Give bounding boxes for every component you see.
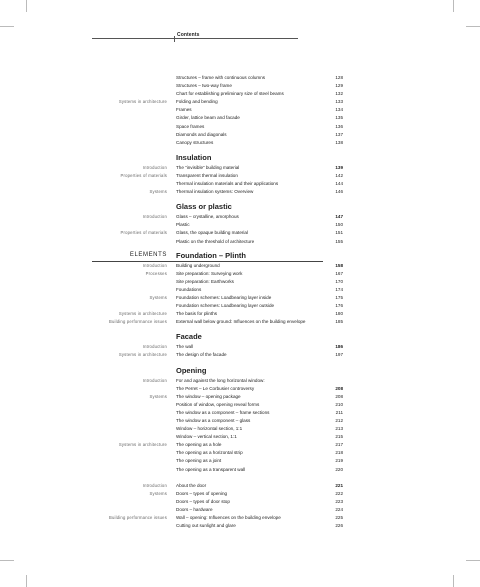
entry-title: Cutting out sunlight and glare [176,523,236,529]
entry-page-number: 211 [335,409,343,415]
entry-title: The window as a component – frame sections [176,409,270,415]
entry-title: Doors – types of door stop [176,498,230,504]
toc-entry[interactable] [0,467,480,475]
toc-entry[interactable] [0,279,480,287]
entry-title: Doors – types of opening [176,490,228,496]
entry-category: Introduction [142,214,167,220]
entry-page-number: 210 [335,401,343,407]
entry-title: About the door [176,482,207,488]
entry-page-number: 186 [335,344,343,350]
entry-title: Glass – crystalline, amorphous [176,214,239,220]
entry-title: Site preparation: Surveying work [176,270,243,276]
crop-mark [26,575,27,587]
entry-title: Folding and bending [176,99,218,105]
crop-mark [26,0,27,12]
entry-title: Frames [176,107,192,113]
entry-page-number: 129 [335,83,343,89]
toc-entry[interactable] [0,491,480,499]
entry-title: The “invisible” building material [176,164,240,170]
section-title-row [0,153,480,165]
entry-category: Introduction [142,482,167,488]
toc-entry[interactable] [0,386,480,394]
entry-category: Processes [145,270,167,276]
entry-page-number: 136 [335,123,343,129]
entry-category: Introduction [142,262,167,268]
entry-category: Systems [149,189,167,195]
crop-mark [453,575,454,587]
section-title-row [0,366,480,378]
entry-title: External wall below ground: Influences on the building envelope [176,319,306,325]
entry-category: Systems in architecture [118,99,167,105]
section-title-row [0,332,480,344]
toc-entry[interactable] [0,189,480,197]
entry-page-number: 174 [335,286,343,292]
entry-title: Girder, lattice beam and facade [176,115,240,121]
toc-entry[interactable] [0,91,480,99]
entry-category: Systems in architecture [118,352,167,358]
toc-section [0,75,480,148]
toc-entry[interactable] [0,99,480,107]
crop-mark [0,26,14,27]
header-tick [174,36,175,42]
entry-page-number: 208 [335,385,343,391]
entry-title: Transparent thermal insulation [176,172,238,178]
toc-entry[interactable] [0,132,480,140]
toc-entry[interactable] [0,263,480,271]
entry-category: Systems [149,490,167,496]
section-title-row [0,251,480,263]
toc-entry[interactable] [0,434,480,442]
entry-page-number: 212 [335,418,343,423]
entry-page-number: 197 [335,352,343,358]
entry-title: Foundations [176,286,202,292]
entry-title: Structures – two-way frame [176,83,232,89]
entry-title: The window as a component – glass [176,418,251,423]
toc-entry[interactable] [0,287,480,295]
entry-page-number: 135 [335,115,343,121]
section-title: Foundation – Plinth [176,250,246,260]
toc-entry[interactable] [0,418,480,426]
entry-category: Introduction [142,344,167,350]
entry-page-number: 139 [335,164,343,170]
toc-entry[interactable] [0,402,480,410]
section-title: Insulation [176,152,212,162]
entry-page-number: 218 [335,450,343,456]
entry-page-number: 225 [335,515,343,521]
section-title: Facade [176,332,202,342]
entry-category: Systems [149,393,167,399]
entry-title: The opening as a horizontal strip [176,450,243,456]
toc-entry[interactable] [0,515,480,523]
section-title: Glass or plastic [176,202,232,212]
toc-entry[interactable] [0,319,480,327]
entry-category: Introduction [142,377,167,383]
entry-page-number: 170 [335,278,343,284]
toc-entry[interactable] [0,75,480,83]
entry-page-number: 133 [335,99,343,105]
part-heading: ELEMENTS [129,251,167,258]
toc-entry[interactable] [0,107,480,115]
entry-category: Properties of materials [120,230,167,236]
toc-entry[interactable] [0,499,480,507]
toc-entry[interactable] [0,426,480,434]
entry-title: Canopy structures [176,139,214,145]
elements-rule [92,261,323,262]
entry-category: Building performance issues [108,515,167,521]
toc-entry[interactable] [0,344,480,352]
entry-title: The window – opening package [176,393,241,399]
entry-page-number: 220 [335,466,343,472]
toc-section [0,366,480,532]
toc-entry[interactable] [0,214,480,222]
toc-entry[interactable] [0,458,480,466]
crop-mark [0,560,14,561]
entry-title: Foundation schemes: Loadbearing layer inside [176,294,272,300]
entry-category: Systems [149,294,167,300]
toc-entry[interactable] [0,83,480,91]
entry-category: Systems in architecture [118,442,167,448]
entry-page-number: 147 [335,214,343,220]
entry-page-number: 222 [335,490,343,496]
entry-page-number: 134 [335,107,343,113]
header-rule [92,38,298,39]
crop-mark [453,0,454,12]
entry-title: The wall [176,344,194,350]
entry-page-number: 213 [335,426,343,432]
entry-title: Glass, the opaque building material [176,230,249,236]
toc-entry[interactable] [0,115,480,123]
toc-entry[interactable] [0,165,480,173]
entry-title: Plastic on the threshold of architecture [176,238,255,244]
toc-entry[interactable] [0,271,480,279]
entry-title: Plastic [176,222,190,228]
entry-title: For and against the long horizontal window: [176,377,265,383]
page-title: Contents [177,32,200,38]
toc-entry[interactable] [0,303,480,311]
entry-page-number: 128 [335,75,343,80]
entry-page-number: 217 [335,442,343,448]
toc-entry[interactable] [0,230,480,238]
toc-entry[interactable] [0,295,480,303]
entry-title: Wall – opening: Influences on the building envelope [176,515,281,521]
toc-entry[interactable] [0,475,480,483]
entry-page-number: 158 [335,262,343,268]
table-of-contents [0,75,480,531]
entry-page-number: 180 [335,311,343,317]
entry-page-number: 144 [335,181,343,187]
entry-page-number: 221 [335,482,343,488]
entry-page-number: 175 [335,294,343,300]
section-title: Opening [176,365,207,375]
toc-entry[interactable] [0,442,480,450]
entry-page-number: 215 [335,434,343,440]
entry-page-number: 219 [335,458,343,464]
entry-title: Building underground [176,262,220,268]
entry-page-number: 151 [335,230,343,236]
entry-page-number: 167 [335,270,343,276]
toc-entry[interactable] [0,523,480,531]
entry-title: The opening as a hole [176,442,222,448]
entry-title: The Perret – Le Corbusier controversy [176,385,255,391]
entry-page-number: 137 [335,131,343,137]
toc-section [0,153,480,197]
entry-page-number: 155 [335,238,343,244]
entry-page-number: 142 [335,172,343,178]
entry-title: Structures – frame with continuous columns [176,75,266,80]
entry-category: Properties of materials [120,172,167,178]
entry-title: The design of the facade [176,352,227,358]
entry-page-number: 226 [335,523,343,529]
entry-page-number: 150 [335,222,343,228]
entry-title: Window – vertical section, 1:1 [176,434,237,440]
entry-title: Space frames [176,123,205,129]
toc-section [0,251,480,328]
entry-title: Chart for establishing preliminary size of steel beams [176,91,284,97]
entry-page-number: 132 [335,91,343,97]
toc-entry[interactable] [0,124,480,132]
entry-page-number: 208 [335,393,343,399]
toc-entry[interactable] [0,140,480,148]
toc-entry[interactable] [0,352,480,360]
entry-page-number: 138 [335,139,343,145]
toc-entry[interactable] [0,173,480,181]
toc-entry[interactable] [0,311,480,319]
entry-title: Foundation schemes: Loadbearing layer outside [176,303,275,309]
toc-section [0,332,480,360]
toc-entry[interactable] [0,410,480,418]
entry-title: Window – horizontal section, 1:1 [176,426,243,432]
entry-page-number: 146 [335,189,343,195]
entry-category: Building performance issues [108,319,167,325]
entry-title: Site preparation: Earthworks [176,278,234,284]
entry-page-number: 185 [335,319,343,325]
entry-title: The opening as a transparent wall [176,466,246,472]
toc-entry[interactable] [0,394,480,402]
entry-category: Systems in architecture [118,311,167,317]
entry-title: The basis for plinths [176,311,218,317]
toc-entry[interactable] [0,483,480,491]
crop-mark [466,560,480,561]
section-title-row [0,202,480,214]
toc-entry[interactable] [0,181,480,189]
toc-section [0,202,480,246]
toc-entry[interactable] [0,239,480,247]
entry-title: Thermal insulation systems: Overview [176,189,254,195]
entry-category: Introduction [142,164,167,170]
entry-title: Thermal insulation materials and their applications [176,181,279,187]
entry-page-number: 224 [335,507,343,513]
entry-title: Position of window, opening reveal forms [176,401,260,407]
toc-entry[interactable] [0,378,480,386]
entry-page-number: 176 [335,303,343,309]
entry-page-number: 223 [335,498,343,504]
entry-title: Doors – hardware [176,507,213,513]
crop-mark [466,26,480,27]
toc-entry[interactable] [0,450,480,458]
toc-entry[interactable] [0,222,480,230]
toc-entry[interactable] [0,507,480,515]
entry-title: Diamonds and diagonals [176,131,227,137]
entry-title: The opening as a joint [176,458,222,464]
